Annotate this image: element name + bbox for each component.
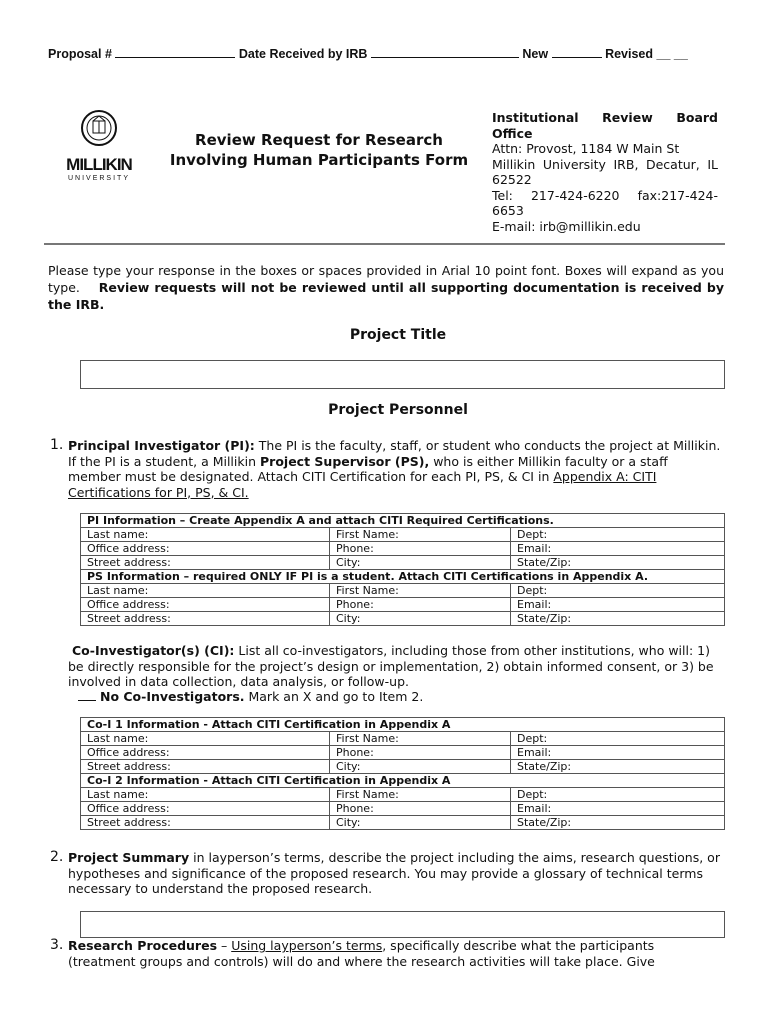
project-summary-input[interactable] <box>80 911 725 938</box>
table-row <box>81 746 725 760</box>
new-field[interactable] <box>552 57 602 58</box>
pi-last-name[interactable]: Last name: <box>81 528 330 542</box>
table-row <box>81 598 725 612</box>
item3-number: 3. <box>50 937 64 953</box>
proposal-label: Proposal # <box>48 47 112 61</box>
logo-wordmark: MILLIKIN <box>66 155 132 174</box>
ps-last-name[interactable]: Last name: <box>81 584 330 598</box>
pi-office-address[interactable]: Office address: <box>81 542 330 556</box>
coinvestigators-text <box>68 643 724 690</box>
revised-label: Revised <box>605 47 654 61</box>
pi-first-name[interactable]: First Name: <box>330 528 511 542</box>
office-title: Institutional Review Board Office <box>492 110 718 141</box>
coinv-description: List all co-investigators, including those from other institutions, who will: 1) be directly responsible for the project’s design or implementation, 2) obtain informed consent, or 3) be involved in data collection, data analysis, or follow-up. <box>68 643 714 689</box>
ci2-info-header: Co-I 2 Information - Attach CITI Certification in Appendix A <box>81 774 725 788</box>
ci2-last-name[interactable]: Last name: <box>81 788 330 802</box>
header-divider <box>44 243 725 245</box>
ps-phone[interactable]: Phone: <box>330 598 511 612</box>
ps-city[interactable]: City: <box>330 612 511 626</box>
date-received-label: Date Received by IRB <box>238 47 368 61</box>
pi-city[interactable]: City: <box>330 556 511 570</box>
office-attn: Attn: Provost, 1184 W Main St <box>492 141 680 156</box>
table-row <box>81 788 725 802</box>
item3-text <box>68 938 688 969</box>
item2-text <box>68 850 724 897</box>
no-coinvestigators-row <box>78 689 423 705</box>
item3-dash: – <box>217 938 232 953</box>
coinv-label: Co-Investigator(s) (CI): <box>72 643 235 658</box>
ps-office-address[interactable]: Office address: <box>81 598 330 612</box>
ps-dept[interactable]: Dept: <box>511 584 725 598</box>
table-row <box>81 802 725 816</box>
ps-email[interactable]: Email: <box>511 598 725 612</box>
ci2-phone[interactable]: Phone: <box>330 802 511 816</box>
item1-ps-label: Project Supervisor (PS), <box>260 453 430 469</box>
no-coinvestigators-checkbox[interactable] <box>78 700 96 701</box>
ci2-first-name[interactable]: First Name: <box>330 788 511 802</box>
office-phone: Tel: 217-424-6220 fax:217-424-6653 <box>492 187 718 218</box>
ci2-email[interactable]: Email: <box>511 802 725 816</box>
pi-state-zip[interactable]: State/Zip: <box>511 556 725 570</box>
table-row <box>81 612 725 626</box>
date-received-field[interactable] <box>371 57 519 58</box>
ci2-state-zip[interactable]: State/Zip: <box>511 816 725 830</box>
item1-number: 1. <box>50 437 64 453</box>
new-label: New <box>522 47 549 61</box>
item3-underlined: Using layperson’s terms <box>231 938 383 953</box>
ps-info-header: PS Information – required ONLY IF PI is a student. Attach CITI Certifications in Appendix A. <box>81 570 725 584</box>
table-row <box>81 556 725 570</box>
table-row <box>81 732 725 746</box>
intro-paragraph <box>48 262 724 313</box>
table-row <box>81 584 725 598</box>
irb-office-block <box>492 110 718 234</box>
appendix-a-link[interactable]: Appendix A: CITI Certifications for PI, PS, & CI. <box>68 469 657 500</box>
ps-street-address[interactable]: Street address: <box>81 612 330 626</box>
item1-text2: who is either Millikin faculty or a staff member must be designated. Attach CITI Certification for each PI, PS, & CI in <box>68 453 668 484</box>
item2-number: 2. <box>50 849 64 865</box>
millikin-logo <box>64 108 134 180</box>
proposal-number-field[interactable] <box>115 57 235 58</box>
office-email: E-mail: irb@millikin.edu <box>492 218 641 234</box>
table-row <box>81 816 725 830</box>
ci1-street-address[interactable]: Street address: <box>81 760 330 774</box>
intro-text: Please type your response in the boxes or spaces provided in Arial 10 point font. Boxes will expand as you type. <box>48 263 724 295</box>
project-personnel-heading: Project Personnel <box>328 402 468 418</box>
ci1-last-name[interactable]: Last name: <box>81 732 330 746</box>
ci1-first-name[interactable]: First Name: <box>330 732 511 746</box>
item3-description: , specifically describe what the participants (treatment groups and controls) will do and where the research activities will take place. Give <box>68 938 655 969</box>
ps-first-name[interactable]: First Name: <box>330 584 511 598</box>
item3-label: Research Procedures <box>68 938 218 953</box>
ps-state-zip[interactable]: State/Zip: <box>511 612 725 626</box>
item1-text1: The PI is the faculty, staff, or student who conducts the project at Millikin. If the PI is a student, a Millikin <box>68 438 721 469</box>
revised-field[interactable]: __ __ <box>656 47 688 61</box>
logo-subtitle: UNIVERSITY <box>67 175 130 182</box>
pi-dept[interactable]: Dept: <box>511 528 725 542</box>
ci1-city[interactable]: City: <box>330 760 511 774</box>
item2-label: Project Summary <box>68 850 190 865</box>
ci1-info-header: Co-I 1 Information - Attach CITI Certification in Appendix A <box>81 718 725 732</box>
ci2-office-address[interactable]: Office address: <box>81 802 330 816</box>
ci2-dept[interactable]: Dept: <box>511 788 725 802</box>
university-seal-icon <box>64 108 134 152</box>
ci1-phone[interactable]: Phone: <box>330 746 511 760</box>
ci-information-table <box>80 717 725 830</box>
ci1-office-address[interactable]: Office address: <box>81 746 330 760</box>
pi-information-table <box>80 513 725 626</box>
form-title-line1: Review Request for Research <box>195 131 443 149</box>
intro-bold: Review requests will not be reviewed until all supporting documentation is received by the IRB. <box>48 280 724 312</box>
form-title-line2: Involving Human Participants Form <box>169 151 469 169</box>
item1-label: Principal Investigator (PI): <box>68 438 255 453</box>
form-title <box>160 130 478 170</box>
table-row <box>81 528 725 542</box>
ci1-dept[interactable]: Dept: <box>511 732 725 746</box>
table-row <box>81 760 725 774</box>
project-title-heading: Project Title <box>349 327 447 343</box>
pi-phone[interactable]: Phone: <box>330 542 511 556</box>
project-title-input[interactable] <box>80 360 725 389</box>
ci1-state-zip[interactable]: State/Zip: <box>511 760 725 774</box>
no-coinv-text: Mark an X and go to Item 2. <box>244 689 424 704</box>
item2-description: in layperson’s terms, describe the project including the aims, research questions, or hypotheses and significance of the proposed research. You may provide a glossary of technical terms necessary to understand the proposed research. <box>68 850 720 896</box>
item1-text <box>68 438 724 500</box>
no-coinv-label: No Co-Investigators. <box>99 689 245 704</box>
table-row <box>81 542 725 556</box>
ci2-street-address[interactable]: Street address: <box>81 816 330 830</box>
pi-info-header: PI Information – Create Appendix A and attach CITI Required Certifications. <box>81 514 725 528</box>
ci2-city[interactable]: City: <box>330 816 511 830</box>
office-address: Millikin University IRB, Decatur, IL 62522 <box>492 156 718 187</box>
pi-email[interactable]: Email: <box>511 542 725 556</box>
pi-street-address[interactable]: Street address: <box>81 556 330 570</box>
header-line <box>48 47 688 61</box>
ci1-email[interactable]: Email: <box>511 746 725 760</box>
